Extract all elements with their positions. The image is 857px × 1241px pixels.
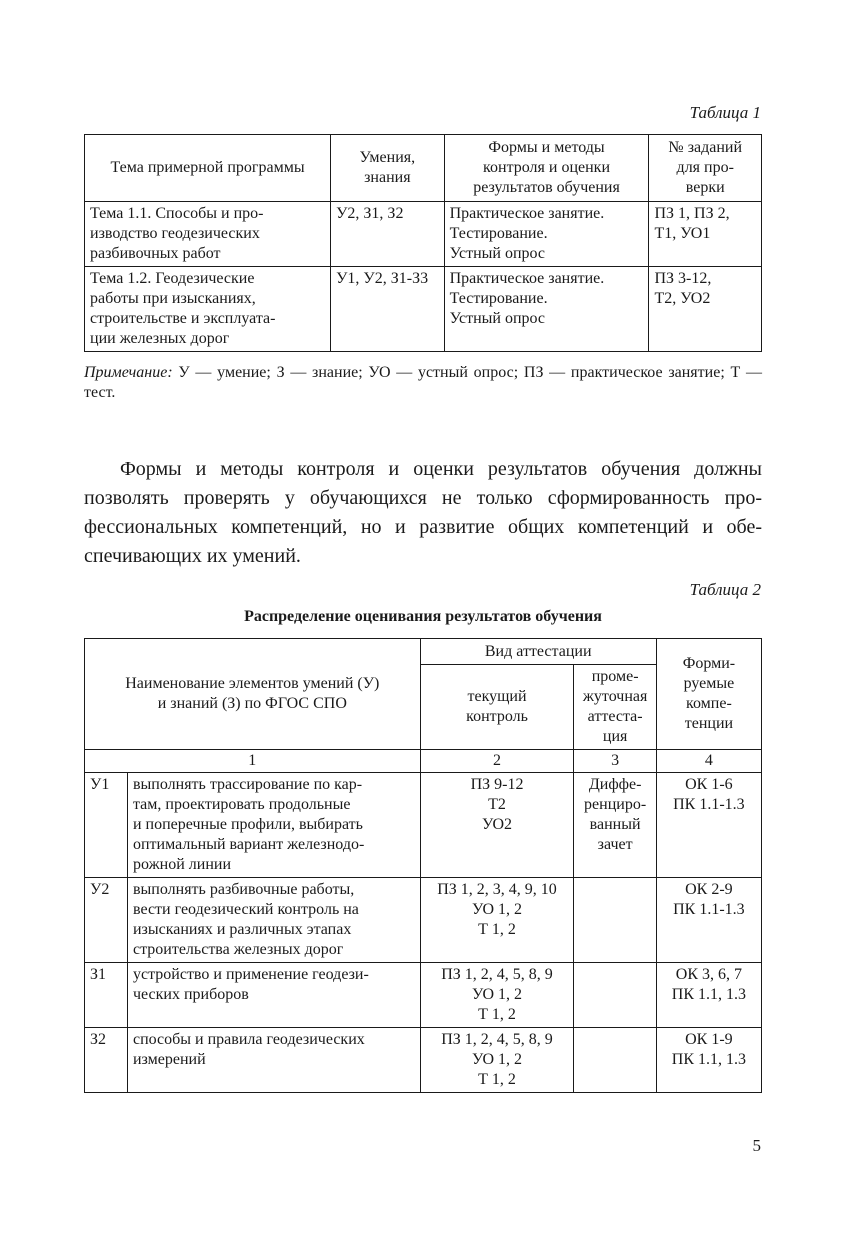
table1-header-row — [85, 135, 762, 202]
table1-header-topic: Тема примерной программы — [85, 135, 331, 202]
table-row — [85, 1028, 762, 1093]
row-competencies: ОК 1-6 ПК 1.1-1.3 — [656, 773, 761, 878]
table-row — [85, 773, 762, 878]
table1-topics — [84, 134, 762, 352]
row-intermediate-attestation: Диффе- ренциро- ванный зачет — [574, 773, 656, 878]
row-code: З1 — [85, 963, 128, 1028]
table1-label: Таблица 1 — [689, 103, 761, 122]
table1-cell-tasks: ПЗ 3-12, Т2, УО2 — [649, 267, 762, 352]
row-current-control: ПЗ 1, 2, 3, 4, 9, 10 УО 1, 2 Т 1, 2 — [420, 878, 574, 963]
page-number: 5 — [752, 1136, 761, 1155]
table1-cell-tasks: ПЗ 1, ПЗ 2, Т1, УО1 — [649, 202, 762, 267]
paragraph-line: спечивающих их умений. — [84, 545, 301, 567]
row-description: выполнять трассирование по кар- там, проектировать продольные и поперечные профили, выбирать оптимальный вариант железнодо- рожной линии — [127, 773, 420, 878]
row-code: З2 — [85, 1028, 128, 1093]
paragraph-line: фессиональных компетенций, но и развитие общих компетенций и обе- — [84, 516, 762, 538]
table-row — [85, 202, 762, 267]
table-row — [85, 963, 762, 1028]
row-description: устройство и применение геодези- ческих приборов — [127, 963, 420, 1028]
note-text: У — умение; З — знание; УО — устный опрос; ПЗ — практическое занятие; Т — тест. — [84, 364, 762, 401]
table2-header-attestation: Вид аттестации — [420, 639, 656, 665]
row-competencies: ОК 1-9 ПК 1.1, 1.3 — [656, 1028, 761, 1093]
row-intermediate-attestation — [574, 963, 656, 1028]
paragraph-line: Формы и методы контроля и оценки результатов обучения должны — [120, 458, 762, 480]
body-paragraph — [84, 455, 762, 571]
row-intermediate-attestation — [574, 878, 656, 963]
paragraph-line: позволять проверять у обучающихся не только сформированность про- — [84, 487, 762, 509]
table1-cell-skills: У1, У2, З1-З3 — [331, 267, 445, 352]
table-row — [85, 267, 762, 352]
table1-header-skills: Умения, знания — [331, 135, 445, 202]
column-number: 2 — [420, 750, 574, 773]
column-number: 1 — [85, 750, 421, 773]
table1-cell-topic: Тема 1.1. Способы и про- изводство геодезических разбивочных работ — [85, 202, 331, 267]
table1-cell-skills: У2, З1, З2 — [331, 202, 445, 267]
table2-title: Распределение оценивания результатов обучения — [244, 608, 602, 625]
row-competencies: ОК 2-9 ПК 1.1-1.3 — [656, 878, 761, 963]
row-description: выполнять разбивочные работы, вести геодезический контроль на изысканиях и различных этапах строительства железных дорог — [127, 878, 420, 963]
note-label: Примечание: — [84, 364, 173, 381]
row-competencies: ОК 3, 6, 7 ПК 1.1, 1.3 — [656, 963, 761, 1028]
table1-note — [84, 363, 762, 403]
table2-column-numbers — [85, 750, 762, 773]
table1-cell-topic: Тема 1.2. Геодезические работы при изысканиях, строительстве и эксплуата- ции железных дорог — [85, 267, 331, 352]
row-current-control: ПЗ 1, 2, 4, 5, 8, 9 УО 1, 2 Т 1, 2 — [420, 1028, 574, 1093]
table2-header-current: текущий контроль — [420, 665, 574, 750]
table-row — [85, 878, 762, 963]
row-code: У1 — [85, 773, 128, 878]
table2-header-row — [85, 639, 762, 665]
row-description: способы и правила геодезических измерений — [127, 1028, 420, 1093]
column-number: 3 — [574, 750, 656, 773]
table2-header-intermediate: проме- жуточная аттеста- ция — [574, 665, 656, 750]
table2-header-competencies: Форми- руемые компе- тенции — [656, 639, 761, 750]
row-current-control: ПЗ 1, 2, 4, 5, 8, 9 УО 1, 2 Т 1, 2 — [420, 963, 574, 1028]
table2-header-name: Наименование элементов умений (У) и знаний (З) по ФГОС СПО — [85, 639, 421, 750]
table2-assessment — [84, 638, 762, 1093]
table1-header-tasks: № заданий для про- верки — [649, 135, 762, 202]
table2-label: Таблица 2 — [689, 580, 761, 599]
table1-header-forms: Формы и методы контроля и оценки результатов обучения — [444, 135, 649, 202]
row-code: У2 — [85, 878, 128, 963]
column-number: 4 — [656, 750, 761, 773]
row-intermediate-attestation — [574, 1028, 656, 1093]
table1-cell-forms: Практическое занятие. Тестирование. Устный опрос — [444, 202, 649, 267]
table1-cell-forms: Практическое занятие. Тестирование. Устный опрос — [444, 267, 649, 352]
row-current-control: ПЗ 9-12 Т2 УО2 — [420, 773, 574, 878]
